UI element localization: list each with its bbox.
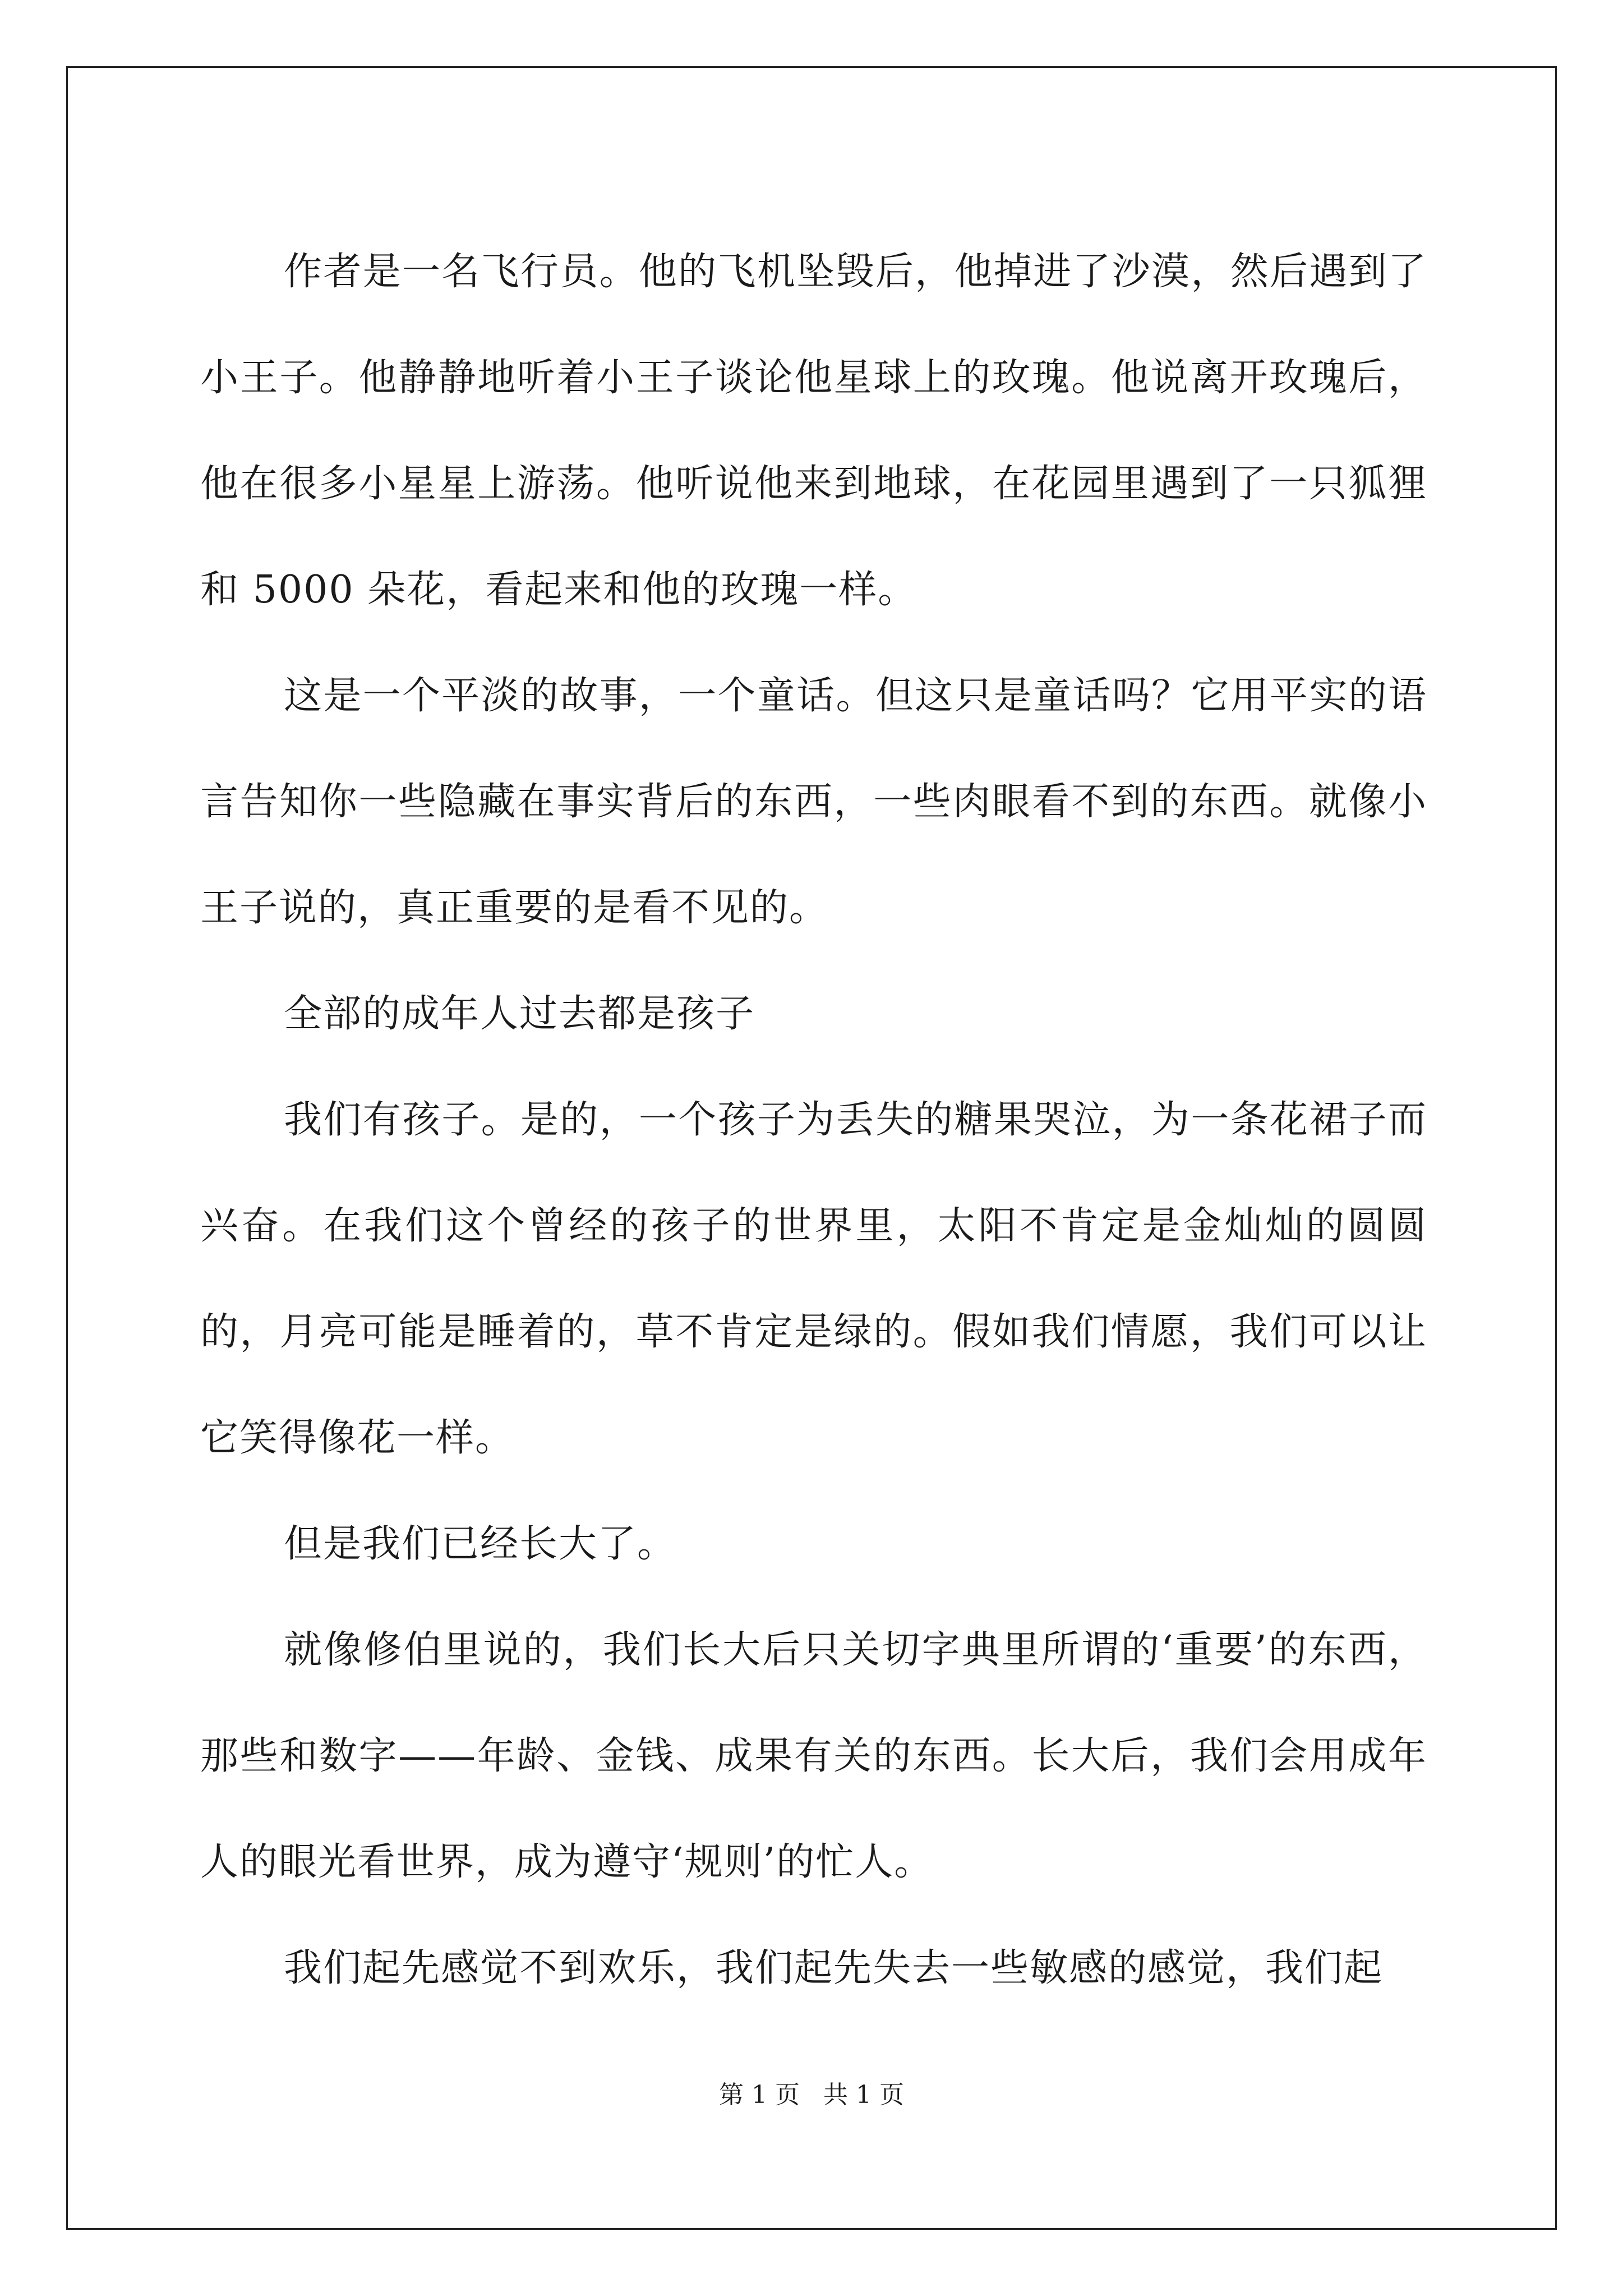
document-body xyxy=(200,219,1427,2021)
paragraph-3-heading: 全部的成年人过去都是孩子 xyxy=(284,992,755,1036)
paragraph-6: 就像修伯里说的，我们长大后只关切字典里所谓的‘重要’的东西，那些和数字——年龄、金钱、成果有关的东西。长大后，我们会用成年人的眼光看世界，成为遵守‘规则’的忙人。 xyxy=(200,1628,1427,1884)
paragraph-1: 作者是一名飞行员。他的飞机坠毁后，他掉进了沙漠，然后遇到了小王子。他静静地听着小王子谈论他星球上的玫瑰。他说离开玫瑰后，他在很多小星星上游荡。他听说他来到地球，在花园里遇到了一只狐狸和 5000 朵花，看起来和他的玫瑰一样。 xyxy=(200,250,1427,612)
paragraph-5: 但是我们已经长大了。 xyxy=(284,1522,677,1566)
paragraph-4: 我们有孩子。是的，一个孩子为丢失的糖果哭泣，为一条花裙子而兴奋。在我们这个曾经的孩子的世界里，太阳不肯定是金灿灿的圆圆的，月亮可能是睡着的，草不肯定是绿的。假如我们情愿，我们可以让它笑得像花一样。 xyxy=(200,1098,1427,1460)
page-number-footer: 第 1 页 共 1 页 xyxy=(719,2081,904,2109)
paragraph-2: 这是一个平淡的故事，一个童话。但这只是童话吗？它用平实的语言告知你一些隐藏在事实背后的东西，一些肉眼看不到的东西。就像小王子说的，真正重要的是看不见的。 xyxy=(200,674,1427,930)
paragraph-7: 我们起先感觉不到欢乐，我们起先失去一些敏感的感觉，我们起 xyxy=(284,1946,1384,1990)
